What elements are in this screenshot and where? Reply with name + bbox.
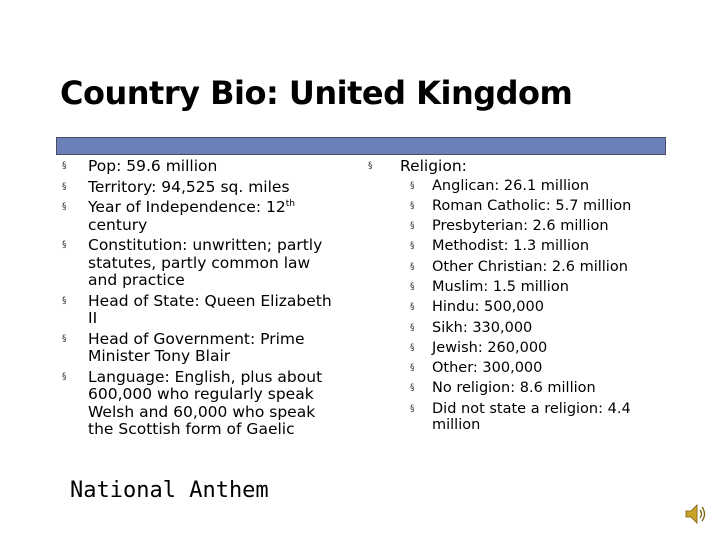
religion-item: Roman Catholic: 5.7 million — [432, 197, 632, 214]
list-item — [400, 279, 668, 296]
list-item — [400, 401, 668, 434]
bullet-icon: § — [410, 221, 415, 232]
fact-head-of-government: Head of Government: Prime Minister Tony Blair — [88, 329, 305, 365]
list-item — [400, 320, 668, 337]
bullet-icon: § — [368, 161, 373, 171]
bullet-icon: § — [62, 202, 67, 212]
religion-item: Other: 300,000 — [432, 360, 543, 377]
list-item — [62, 293, 342, 328]
fact-head-of-state: Head of State: Queen Elizabeth II — [88, 291, 332, 327]
bullet-icon: § — [62, 371, 67, 382]
religion-item: Presbyterian: 2.6 million — [432, 218, 609, 235]
list-item — [368, 158, 668, 434]
religion-item: Hindu: 500,000 — [432, 299, 544, 316]
bullet-icon: § — [410, 383, 415, 394]
list-item — [400, 380, 668, 397]
religion-item: Muslim: 1.5 million — [432, 278, 569, 295]
religion-list — [368, 158, 668, 438]
fact-independence: Year of Independence: 12th century — [88, 198, 295, 234]
religion-item: No religion: 8.6 million — [432, 380, 596, 397]
religion-label: Religion: — [400, 157, 467, 175]
list-item — [400, 340, 668, 357]
bullet-icon: § — [62, 161, 67, 171]
list-item — [62, 158, 342, 176]
fact-constitution: Constitution: unwritten; partly statutes, partly common law and practice — [88, 236, 323, 289]
bullet-icon: § — [62, 333, 67, 344]
religion-item: Did not state a religion: 4.4 million — [432, 400, 631, 434]
bullet-icon: § — [410, 302, 415, 313]
bullet-icon: § — [410, 403, 415, 414]
fact-population: Pop: 59.6 million — [88, 157, 218, 175]
list-item — [400, 178, 668, 195]
title-underline-band — [56, 137, 666, 155]
list-item — [400, 198, 668, 215]
country-facts-list — [62, 158, 342, 442]
religion-item: Anglican: 26.1 million — [432, 177, 590, 194]
bullet-icon: § — [410, 261, 415, 272]
religion-item: Jewish: 260,000 — [432, 339, 548, 356]
list-item — [62, 179, 342, 197]
list-item — [62, 199, 342, 234]
religion-item: Methodist: 1.3 million — [432, 238, 590, 255]
bullet-icon: § — [410, 180, 415, 191]
list-item — [400, 360, 668, 377]
bullet-icon: § — [410, 342, 415, 353]
list-item — [62, 331, 342, 366]
fact-language: Language: English, plus about 600,000 who regularly speak Welsh and 60,000 who speak the Scottish form of Gaelic — [88, 367, 323, 438]
bullet-icon: § — [410, 200, 415, 211]
religion-item: Sikh: 330,000 — [432, 319, 533, 336]
national-anthem-link[interactable]: National Anthem — [70, 478, 269, 503]
list-item — [400, 218, 668, 235]
list-item — [400, 238, 668, 255]
list-item — [400, 259, 668, 276]
religion-item: Other Christian: 2.6 million — [432, 258, 628, 275]
fact-territory: Territory: 94,525 sq. miles — [88, 177, 290, 196]
list-item — [62, 369, 342, 439]
slide-title: Country Bio: United Kingdom — [60, 74, 573, 112]
bullet-icon: § — [410, 363, 415, 374]
bullet-icon: § — [410, 241, 415, 252]
bullet-icon: § — [62, 295, 67, 306]
list-item — [400, 299, 668, 316]
bullet-icon: § — [410, 281, 415, 292]
bullet-icon: § — [410, 322, 415, 333]
speaker-icon[interactable] — [684, 502, 706, 526]
list-item — [62, 237, 342, 290]
religion-sublist — [400, 178, 668, 434]
bullet-icon: § — [62, 240, 67, 250]
bullet-icon: § — [62, 181, 67, 192]
